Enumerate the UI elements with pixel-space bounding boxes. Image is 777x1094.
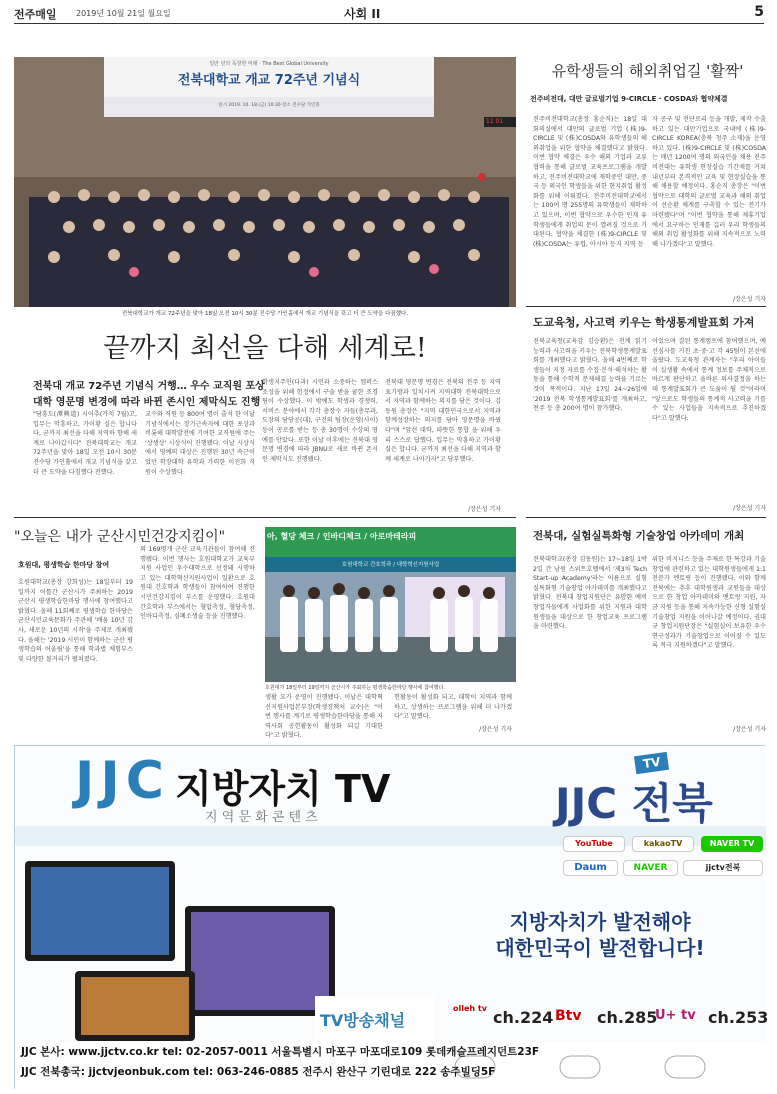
- article1-col4: 전북대 영문명 변경은 전북의 전주 등 지역 표기방과 일치시켜 지역대학 전북대학으로서 지역과 함께하는 의지를 담은 것이다. 김동원 총장은 "지역 대한민국으로서 지역과 함께성장하는 의지를 담아 영문명을 바꿨다"며 "앞선 대학, 따뜻한 통합 을 위해 우리 스스로 답했다. 입무는 막흥하고 가이황 실은 합니다. 굳까지 최선을 다해 지역과 함께 세계로 나아가자"고 당부했다.: [385, 379, 501, 463]
- nursing-photo-art: [265, 527, 516, 682]
- ad-slogan-1: 지방자치가 발전해야: [509, 910, 691, 934]
- issue-date: 2019년 10월 21일 월요일: [76, 9, 171, 18]
- article3-byline: /장은성 기자: [733, 505, 766, 512]
- paper-name: 전주매일: [14, 8, 57, 21]
- article4-divider: [14, 517, 516, 518]
- masthead: [14, 4, 764, 24]
- article5-divider: [526, 517, 766, 518]
- photo-banner: 아, 혈당 체크 / 인바디체크 / 아로마테라피: [267, 532, 417, 541]
- daum-badge: Daum: [563, 860, 618, 876]
- tv-badge: TV: [634, 752, 670, 774]
- nursing-photo: [265, 527, 516, 682]
- uplus-tv-logo: U+ tv: [655, 1008, 696, 1023]
- article1-col3: 학생지주인(다과) 시민과 소중하는 캠퍼스 조성을 위해 헌정에서 구술 받을 쿨한 조경팀이 수상했다. 이 밖에도 학생과 경쟁력, 서비스 분야에서 각각 총장수 자들(총무과, 도장의 담당공(대), 구진의 팀장(운영(사이) 등이 공로를 받는 등 총 30명이 수상의 영예를 안았다. 또한 이날 이후에는 전북대 영문명 변경에 따라 JBNU로 새로 바뀐 존시인 제막식도 진행됐다.: [262, 379, 378, 463]
- article3-col2: 이었으며 결된 통계캠프에 참여했으며, 예선심사를 거친 초·중·고 각 45팀이 본선에 올랐다. 도교육청 관계자는 "우리 아이들이 실생활 속에서 통계 정보를 주체적으로 바르게 판단하고 올바른 의사결정을 하는 데 통계발표회가 큰 도움이 될 것"이라며 "앞으로도 학생들의 통계적 사고력을 기를 수 있는 사업들을 지속적으로 추진하겠다"고 말했다.: [652, 338, 766, 422]
- article4-col4: 헌활동이 활성화 되고, 대학이 지역과 함께하고, 상생하는 프로그램을 위해 더 나가겠다"고 말했다.: [394, 694, 512, 721]
- btv-logo: Btv: [555, 1008, 582, 1024]
- article2-headline: 유학생들의 해외취업길 '활짝': [551, 62, 744, 80]
- naver-badge: NAVER: [623, 860, 678, 876]
- article1-headline: 끝까지 최선을 다해 세계로!: [103, 333, 427, 364]
- ceremony-photo: [14, 57, 516, 307]
- article1-subhead-2: 대학 영문명 변경에 따라 바뀐 존시인 제막식도 진행: [33, 397, 261, 408]
- article3-divider: [526, 306, 766, 307]
- article4-byline: /장은성 기자: [479, 726, 512, 733]
- article4-subhead: 호원대, 평생학습 한마당 참여: [18, 561, 110, 569]
- article2-col1: 전주비전대학교(총장 홍순직)는 18일 대회의실에서 대만의 글로벌 기업 (株)9-CIRCLE 및 (株)COSDA와 유학생들의 해외취업을 위한 협약을 체결했다고 밝혔다. 이번 협약 체결은 우수 해외 기업과 교류 협력을 통해 글로벌 교육프로그램을 개발하고, 전주비전대학교에 재학중인 대만, 중국 등 외국인 학생들을 위한 현지취업 활성화를 위해 이뤄졌다. 전주비전대학교에서는 100여 명 255명의 유학생들이 재학하고 있으며, 이번 협약으로 우수한 인재 유학생들에게 취업의 문이 열려질 것으로 기대된다. 협약을 체결한 (株)9-CIRCLE 및 (株)COSDA는 유럽, 아시아 등지 지역 등: [533, 116, 647, 248]
- article2-col2: 자 공구 및 전단로리 등을 개발, 제작 수출하고 있는 대만기업으로 국내에 (株)9-CIRCLE KOREA(충북 청주 소재)을 운영하고 있다. (株)9-CIRCLE 및 (株)COSDA는 매년 1200여 명의 외국인을 채용 전주비전대는 유학생 현장실습 기간제를 거쳐 내년부터 본격적인 교육 및 현장실습을 통해 채용할 예정이다. 홍순직 총장은 "이번 협약으로 대학의 글로벌 교육과 해외 취업이 선순환 체계를 구축할 수 있는 전기가 마련됐다"며 "이번 협약을 통해 제휴기업에서 요구하는 인재를 길러 우리 학생들의 해외 취업 활성화를 위해 지속적으로 노력해 나가겠다"고 말했다.: [652, 116, 766, 248]
- section-name: 사회 II: [344, 7, 381, 21]
- article1-col1: "담흥도(潭興道) 시이추(가치 7월)고, 입무는 막흥하고, 가이황 실은 합니다다, 굳까지 최선을 다해 지역하 향해 세계로 나아갑시다" 전북대학교는 개교 72주년을 맞아 18일 오전 10시 30분 진수당 가인홀에서 개교 기념식을 갖고 더 큰 도약을 다짐했다 전했다.: [33, 411, 137, 476]
- article2-subhead: 전주비전대, 대만 글로벌기업 9-CIRCLE · COSDA와 협약체결: [530, 95, 728, 103]
- article3-headline: 도교육청, 사고력 키우는 학생통계발표회 가져: [533, 316, 755, 329]
- ad-footer-2: JJC 전북총국: jjctvjeonbuk.com tel: 063-246-0885 전주시 완산구 기린대로 222 송주빌딩5F: [21, 1066, 496, 1078]
- banner-sub: 일시 2019. 10. 18.(금) 10:30 장소 진수당 가인홀: [218, 103, 320, 108]
- article1-col2: 교수와 직원 등 800여 명이 출석 한 이날 기념식에서는 장기근속자에 대한 포상과 비롯해 대학발전에 기여한 교직원에 주는 '상생상' 시상식이 진행됐다. 이날 시상식에서 영예의 대상은 진행된 30년 속근이었던 학장대학 유학과 가력한 이진희 직원이 수상했다.: [145, 411, 255, 476]
- jjc-advertisement: [14, 745, 769, 1089]
- youtube-badge: YouTube: [563, 836, 625, 852]
- stage-clock: 11 01: [486, 118, 504, 125]
- article4-col1: 호원대학교(총장 강희성)는 18일부터 19일까지 이틀간 군산시가 주최하는 2019 군산시 평생학습한마당 행사에 참여했다고 밝혔다. 올해 11회째로 평생학습 한마당은 군산시민교육문화가 주관해 '배움 10년 감사, 새로운 10년의 시작'을 주제로 개최됐다. 올해는 '2019 시민이 함께하는 군산 평생학습의 어울림'을 통해 학과별 체험부스 및 다양한 볼거리가 펼쳐졌다.: [18, 579, 133, 663]
- article4-col3: 생활 요가 운영이 진행됐다. 이날은 대학혁신지원사업본부장(학생정책처 교수)은 "이번 행사를 계기로 평생학습한마당을 통해 지역사회 공헌활동이 활성화 되길 기대한다"고 밝혔다.: [265, 694, 383, 740]
- photo-banner-sub: 호원대학교 간호학과 / 대학혁신지원사업: [341, 562, 440, 568]
- olleh-tv-logo: olleh tv: [453, 1004, 487, 1013]
- article5-col1: 전북대학교(총장 김동원)는 17~18일 1박 2일 간 남원 스위트호텔에서 '제3차 Tech Start-up Academy'라는 이름으로 실험실특화형 기술창업 아카데미를 개최했다고 밝혔다. 전북대 창업지원단은 유망한 예비 창업자들에게 사업화를 위한 지원과 대학원생들을 대상으로 한 창업교육 프로그램을 마련했다.: [533, 556, 647, 631]
- kakaotv-badge: kakaoTV: [632, 836, 694, 852]
- article1-byline: /장은성 기자: [468, 506, 501, 513]
- uplus-channel: ch.253: [708, 1008, 769, 1027]
- banner-title: 전북대학교 개교 72주년 기념식: [177, 73, 361, 88]
- olleh-channel: ch.224: [493, 1008, 554, 1027]
- ad-subtitle: 지 역 문 화 콘 텐 츠: [205, 810, 318, 825]
- article4-headline: "오늘은 내가 군산시민건강지킴이": [14, 529, 226, 545]
- photo-caption: 전북대학교가 개교 72주년을 맞아 18일 오전 10시 30분 진수당 가인홀에서 개교 기념식을 갖고 더 큰 도약을 다짐했다.: [121, 311, 409, 317]
- article5-headline: 전북대, 실험실특화형 기술창업 아카데미 개최: [533, 530, 745, 542]
- article4-col2: 외 169명개 군산 교육기관들이 참여해 진행됐다. 이번 행사는 호원대학교가 교육부 지원 사업인 우수대학으로 선정돼 시행하고 있는 대학혁신지원사업이 일환으로 호원대 간호학과 학생들이 참여하여 진행한 시민건강지킴이 부스를 운영했다. 호원대 간호학과 부스에서는 혈압측정, 혈당측정, 인바디측정, 심폐소생술 등을 진행했다.: [140, 546, 255, 621]
- article1-subhead-1: 전북대 개교 72주년 기념식 거행… 우수 교직원 포상: [33, 381, 265, 392]
- jjc-logo-left: JJC: [75, 751, 170, 811]
- banner-small: 일만 년의 독창한 미래 · The Best Global University: [209, 61, 329, 67]
- jjc-logo-right: JJC 전북: [555, 779, 713, 828]
- ad-footer-1: JJC 본사: www.jjctv.co.kr tel: 02-2057-0011 서울특별시 마포구 마포대로109 롯데캐슬프레지던트23F: [21, 1046, 540, 1058]
- article5-byline: /장은성 기자: [733, 726, 766, 733]
- ad-slogan-2: 대한민국이 발전합니다!: [495, 936, 705, 960]
- btv-channel: ch.285: [597, 1008, 658, 1027]
- article3-col1: 전북교육청(교육감 김승환)은 전계 읽기 능력과 사고력을 키우는 전북학생통계발표회를 개최했다고 밝혔다. 올해 4번째로 학생들이 지정 자료를 수집·분석·해석하는 활동을 통해 수학적 문제해결 능력을 기르는 것이 목적이다. 지난 17일 24~26일에 '2019 전북 학생통계발표회'를 개최하고, 전주 등 총 200여 명이 참가했다.: [533, 338, 647, 413]
- article5-col2: 위한 비지니스 등을 주제로 한 특강과 기술창업에 관련하고 있는 대학원생들에게 1:1 전문가 멘토링 등이 진행됐다. 이와 함께 전북에는 추후 대학원생과 교원들을 대상으로 한 창업 아카데미와 멘토링 지원, 자금 지원 등을 통해 지속가능한 신형 실험실 기술창업 지원을 이어나갈 예정이다. 권대규 창업지원단장은 "실험실이 보유한 우수 연구성과가 기술창업으로 이어질 수 있도록 적극 지원하겠다"고 말했다.: [652, 556, 766, 650]
- nursing-caption: 호원대가 18일부터 19일까지 군산시가 주최하는 평생학습한마당 행사에 참여했다.: [265, 685, 446, 691]
- channel-title: TV방송채널: [320, 1011, 406, 1030]
- page-number: 5: [754, 4, 764, 20]
- jjctv-jeonbuk-badge: jjctv전북: [683, 860, 763, 876]
- article2-byline: /장은성 기자: [733, 296, 766, 303]
- navertv-badge: NAVER TV: [701, 836, 763, 852]
- ceremony-photo-art: [14, 57, 516, 307]
- ad-title: 지방자치 TV: [175, 767, 391, 811]
